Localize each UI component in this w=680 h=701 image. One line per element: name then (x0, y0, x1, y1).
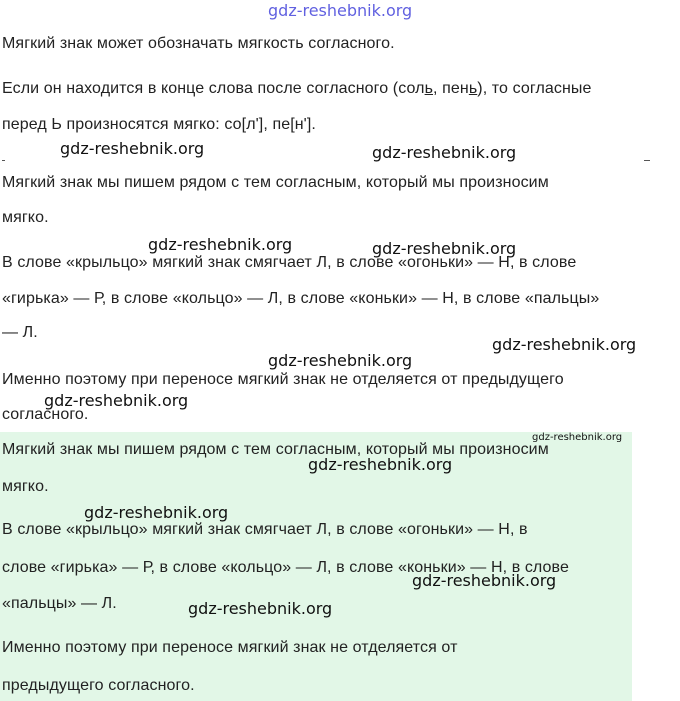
watermark-top: gdz-reshebnik.org (268, 1, 413, 20)
watermark: gdz-reshebnik.org (372, 239, 517, 258)
answer-line-3: В слове «крыльцо» мягкий знак смягчает Л, в слове «огоньки» — Н, в (2, 521, 528, 538)
rule-text-segment: ), то согласные (477, 80, 592, 97)
separator-tick (2, 160, 5, 161)
rule-text-segment: , пен (433, 80, 469, 97)
explanation-line-5: — Л. (2, 324, 38, 341)
answer-line-6: Именно поэтому при переносе мягкий знак не отделяется от (2, 639, 458, 656)
rule-text-segment: Если он находится в конце слова после согласного (сол (2, 80, 425, 97)
watermark: gdz-reshebnik.org (412, 571, 557, 590)
rule-line-2 (2, 79, 592, 99)
watermark: gdz-reshebnik.org (44, 391, 189, 410)
soft-sign-highlight: ь (468, 80, 478, 97)
watermark: gdz-reshebnik.org (268, 351, 413, 370)
explanation-line-4: «гирька» — Р, в слове «кольцо» — Л, в слове «коньки» — Н, в слове «пальцы» (2, 290, 600, 307)
explanation-line-7: согласного. (2, 406, 89, 423)
explanation-line-6: Именно поэтому при переносе мягкий знак не отделяется от предыдущего (2, 371, 564, 388)
watermark: gdz-reshebnik.org (188, 599, 333, 618)
watermark: gdz-reshebnik.org (84, 503, 229, 522)
watermark-small: gdz-reshebnik.org (532, 432, 623, 443)
watermark: gdz-reshebnik.org (148, 235, 293, 254)
rule-line-1: Мягкий знак может обозначать мягкость согласного. (2, 35, 395, 52)
separator-tick (644, 160, 650, 161)
watermark: gdz-reshebnik.org (60, 139, 205, 158)
watermark: gdz-reshebnik.org (372, 143, 517, 162)
explanation-line-2: мягко. (2, 209, 49, 226)
watermark: gdz-reshebnik.org (308, 455, 453, 474)
rule-line-3: перед Ь произносятся мягко: со[л'], пе[н']. (2, 116, 316, 133)
answer-line-5: «пальцы» — Л. (2, 595, 117, 612)
explanation-line-1: Мягкий знак мы пишем рядом с тем согласным, который мы произносим (2, 174, 549, 191)
watermark: gdz-reshebnik.org (492, 335, 637, 354)
answer-line-2: мягко. (2, 478, 49, 495)
answer-line-1: Мягкий знак мы пишем рядом с тем согласным, который мы произносим (2, 441, 549, 458)
answer-line-7: предыдущего согласного. (2, 677, 195, 694)
answer-line-4: слове «гирька» — Р, в слове «кольцо» — Л, в слове «коньки» — Н, в слове (2, 559, 569, 576)
explanation-line-3: В слове «крыльцо» мягкий знак смягчает Л, в слове «огоньки» — Н, в слове (2, 254, 577, 271)
soft-sign-highlight: ь (424, 80, 434, 97)
